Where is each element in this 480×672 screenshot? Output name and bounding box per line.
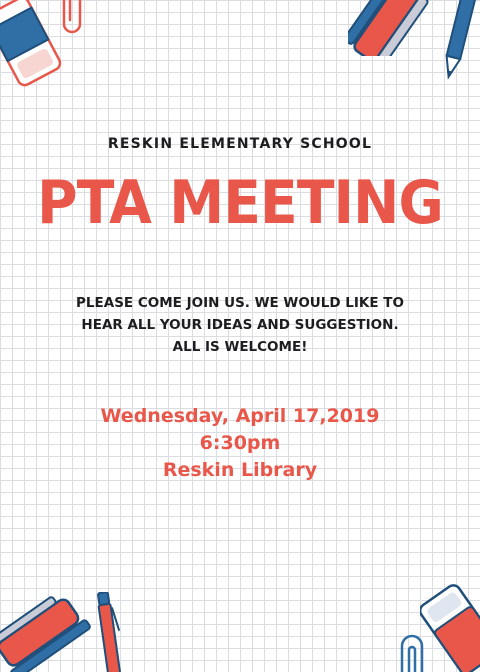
eraser-icon: [420, 578, 480, 672]
event-location: Reskin Library: [162, 459, 318, 481]
invitation-text: [0, 292, 480, 358]
event-details: [0, 403, 480, 484]
event-time: 6:30pm: [199, 432, 281, 454]
event-date: Wednesday, April 17,2019: [100, 405, 380, 427]
event-title: PTA MEETING: [37, 168, 443, 238]
invitation-line: ALL IS WELCOME!: [172, 339, 308, 355]
invitation-line: PLEASE COME JOIN US. WE WOULD LIKE TO: [76, 295, 404, 311]
pencil-icon: [90, 592, 130, 672]
invitation-line: HEAR ALL YOUR IDEAS AND SUGGESTION.: [81, 317, 399, 333]
pen-icon: [438, 0, 478, 84]
school-name: RESKIN ELEMENTARY SCHOOL: [107, 136, 373, 152]
stapler-icon: [0, 588, 96, 672]
stapler-icon: [348, 0, 440, 56]
paper-clip-icon: [54, 0, 86, 38]
